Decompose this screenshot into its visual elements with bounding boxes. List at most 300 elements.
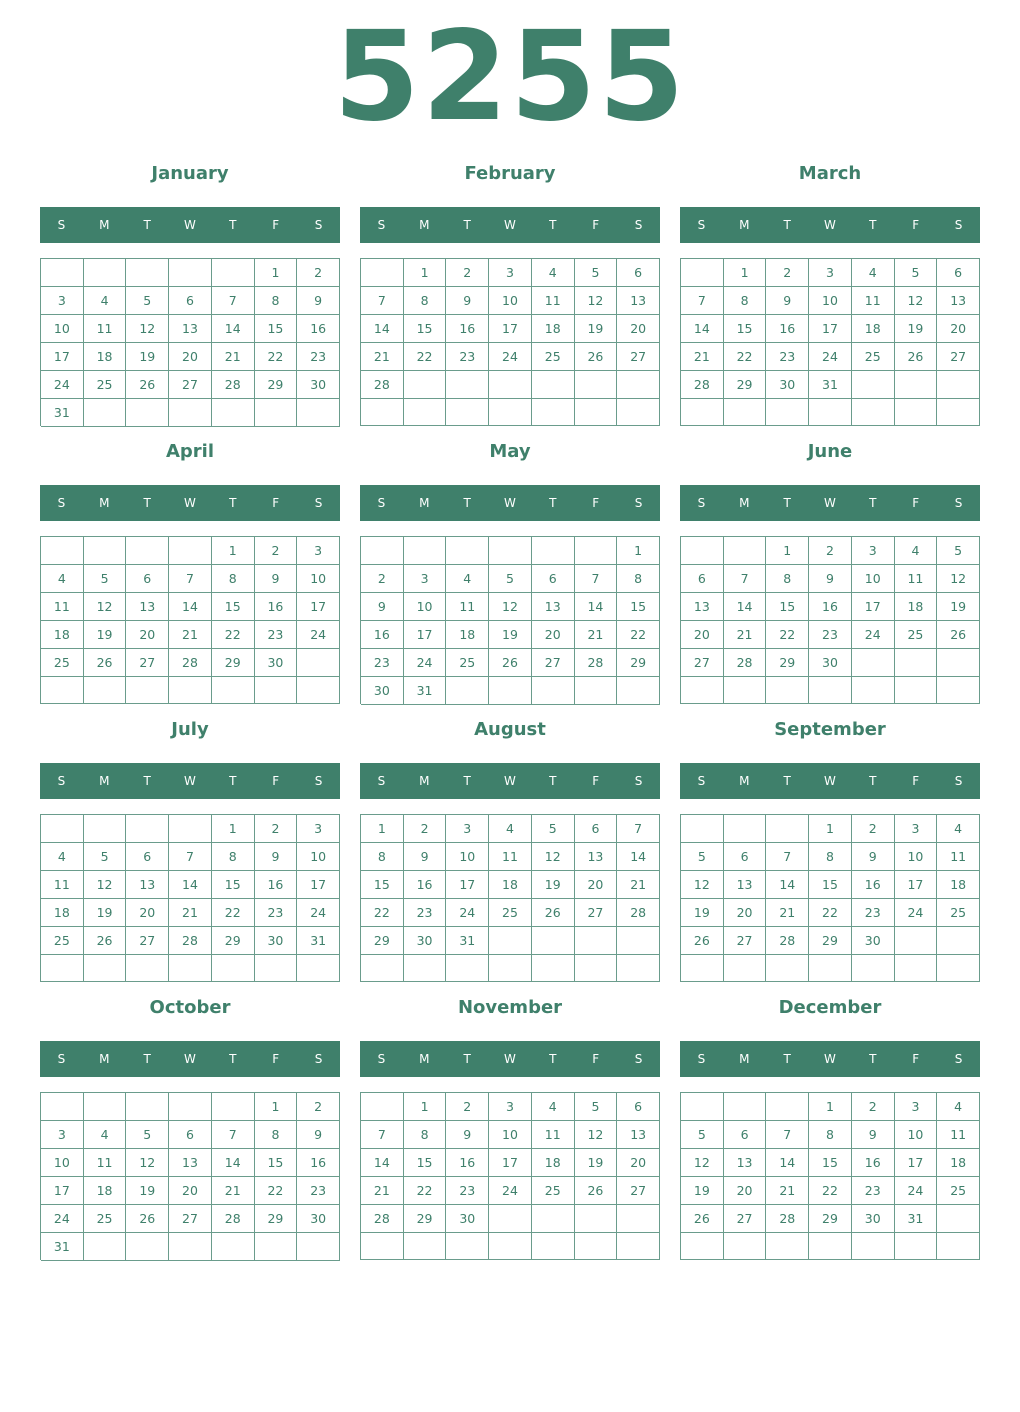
day-cell: 4 (84, 1121, 127, 1149)
empty-cell (255, 399, 298, 427)
day-cell: 10 (41, 315, 84, 343)
weekday-label: W (504, 774, 516, 788)
empty-cell (937, 677, 980, 704)
day-cell: 4 (41, 565, 84, 593)
empty-cell (937, 955, 980, 982)
day-cell: 28 (766, 1205, 809, 1233)
day-cell: 28 (681, 371, 724, 399)
weekday-label: S (634, 218, 643, 232)
day-cell: 2 (404, 815, 447, 843)
empty-cell (809, 399, 852, 426)
day-cell: 1 (724, 259, 767, 287)
day-cell: 17 (297, 871, 340, 899)
day-cell: 2 (255, 815, 298, 843)
day-cell: 24 (41, 371, 84, 399)
day-cell: 20 (724, 899, 767, 927)
empty-cell (937, 1233, 980, 1260)
weekday-label: S (697, 218, 706, 232)
empty-cell (724, 815, 767, 843)
empty-cell (766, 815, 809, 843)
day-cell: 24 (297, 621, 340, 649)
day-cell: 5 (895, 259, 938, 287)
day-cell: 31 (297, 927, 340, 955)
day-cell: 6 (937, 259, 980, 287)
weekday-label: T (549, 1052, 557, 1066)
day-cell: 19 (895, 315, 938, 343)
empty-cell (724, 1233, 767, 1260)
day-cell: 24 (489, 343, 532, 371)
day-cell: 4 (446, 565, 489, 593)
day-cell: 6 (575, 815, 618, 843)
empty-cell (937, 399, 980, 426)
day-cell: 28 (575, 649, 618, 677)
empty-cell (446, 399, 489, 426)
day-cell: 16 (446, 1149, 489, 1177)
day-cell: 17 (297, 593, 340, 621)
day-cell: 2 (297, 259, 340, 287)
empty-cell (446, 677, 489, 705)
day-cell: 8 (404, 287, 447, 315)
day-cell: 25 (41, 649, 84, 677)
empty-cell (84, 677, 127, 704)
empty-cell (724, 537, 767, 565)
day-cell: 28 (766, 927, 809, 955)
day-cell: 14 (169, 593, 212, 621)
empty-cell (169, 1093, 212, 1121)
day-cell: 14 (681, 315, 724, 343)
empty-cell (852, 677, 895, 704)
day-cell: 27 (681, 649, 724, 677)
day-cell: 3 (809, 259, 852, 287)
empty-cell (766, 399, 809, 426)
empty-cell (41, 815, 84, 843)
empty-cell (852, 371, 895, 399)
weekday-header (680, 763, 980, 799)
day-cell: 18 (937, 1149, 980, 1177)
day-cell: 15 (404, 1149, 447, 1177)
empty-cell (126, 537, 169, 565)
month-march (680, 152, 980, 418)
empty-cell (169, 677, 212, 704)
day-cell: 11 (41, 871, 84, 899)
month-may (360, 430, 660, 696)
month-title: July (171, 719, 209, 740)
day-cell: 27 (617, 1177, 660, 1205)
day-cell: 12 (532, 843, 575, 871)
empty-cell (895, 371, 938, 399)
month-title: December (778, 997, 882, 1018)
day-cell: 12 (575, 1121, 618, 1149)
day-cell: 10 (41, 1149, 84, 1177)
day-cell: 14 (212, 315, 255, 343)
empty-cell (489, 1205, 532, 1233)
weekday-label: T (229, 1052, 237, 1066)
day-cell: 14 (575, 593, 618, 621)
weekday-header (360, 485, 660, 521)
empty-cell (255, 955, 298, 982)
empty-cell (126, 1233, 169, 1261)
day-cell: 22 (724, 343, 767, 371)
weekday-label: W (184, 218, 196, 232)
weekday-label: S (314, 496, 323, 510)
day-cell: 13 (575, 843, 618, 871)
month-july (40, 708, 340, 974)
day-cell: 28 (169, 649, 212, 677)
weekday-label: S (57, 496, 66, 510)
empty-cell (532, 399, 575, 426)
day-cell: 10 (489, 287, 532, 315)
day-cell: 18 (852, 315, 895, 343)
day-cell: 23 (255, 621, 298, 649)
weekday-label: T (549, 496, 557, 510)
day-cell: 7 (617, 815, 660, 843)
day-cell: 15 (212, 593, 255, 621)
weekday-label: F (272, 496, 280, 510)
empty-cell (41, 1093, 84, 1121)
empty-cell (895, 677, 938, 704)
empty-cell (169, 815, 212, 843)
empty-cell (446, 371, 489, 399)
day-cell: 15 (809, 871, 852, 899)
day-cell: 14 (169, 871, 212, 899)
day-cell: 6 (126, 565, 169, 593)
weekday-label: M (739, 496, 750, 510)
weekday-label: F (592, 496, 600, 510)
day-cell: 9 (404, 843, 447, 871)
day-cell: 23 (766, 343, 809, 371)
empty-cell (532, 955, 575, 982)
day-cell: 20 (681, 621, 724, 649)
day-cell: 19 (84, 621, 127, 649)
weekday-label: S (314, 1052, 323, 1066)
day-cell: 25 (41, 927, 84, 955)
weekday-label: S (314, 218, 323, 232)
day-cell: 3 (446, 815, 489, 843)
weekday-label: M (739, 1052, 750, 1066)
empty-cell (681, 677, 724, 704)
day-cell: 9 (852, 843, 895, 871)
day-cell: 19 (937, 593, 980, 621)
weekday-label: T (143, 1052, 151, 1066)
day-cell: 18 (41, 621, 84, 649)
day-cell: 11 (937, 843, 980, 871)
day-cell: 17 (41, 343, 84, 371)
day-cell: 21 (575, 621, 618, 649)
day-cell: 4 (41, 843, 84, 871)
weekday-label: S (57, 774, 66, 788)
day-cell: 12 (681, 871, 724, 899)
day-cell: 8 (212, 843, 255, 871)
day-cell: 23 (809, 621, 852, 649)
day-cell: 12 (895, 287, 938, 315)
empty-cell (212, 1093, 255, 1121)
empty-cell (169, 399, 212, 427)
empty-cell (404, 399, 447, 426)
day-grid (680, 258, 980, 426)
day-cell: 27 (724, 927, 767, 955)
day-cell: 24 (489, 1177, 532, 1205)
day-cell: 22 (255, 1177, 298, 1205)
day-cell: 25 (446, 649, 489, 677)
weekday-label: S (954, 218, 963, 232)
day-cell: 17 (489, 315, 532, 343)
empty-cell (532, 371, 575, 399)
day-cell: 17 (446, 871, 489, 899)
day-cell: 5 (126, 1121, 169, 1149)
day-cell: 19 (489, 621, 532, 649)
month-title: October (149, 997, 231, 1018)
day-cell: 11 (489, 843, 532, 871)
day-cell: 22 (404, 1177, 447, 1205)
day-cell: 26 (575, 1177, 618, 1205)
day-cell: 10 (852, 565, 895, 593)
day-cell: 6 (126, 843, 169, 871)
day-cell: 29 (212, 649, 255, 677)
day-cell: 8 (809, 843, 852, 871)
day-cell: 31 (41, 1233, 84, 1261)
empty-cell (724, 677, 767, 704)
day-cell: 18 (84, 1177, 127, 1205)
empty-cell (937, 649, 980, 677)
day-cell: 1 (404, 259, 447, 287)
empty-cell (895, 649, 938, 677)
weekday-label: F (272, 774, 280, 788)
day-cell: 1 (255, 1093, 298, 1121)
day-cell: 1 (361, 815, 404, 843)
weekday-label: S (954, 774, 963, 788)
day-cell: 12 (489, 593, 532, 621)
day-cell: 22 (361, 899, 404, 927)
day-cell: 10 (297, 843, 340, 871)
day-cell: 25 (489, 899, 532, 927)
day-cell: 24 (297, 899, 340, 927)
day-cell: 22 (809, 1177, 852, 1205)
empty-cell (489, 927, 532, 955)
empty-cell (575, 537, 618, 565)
day-cell: 22 (212, 899, 255, 927)
day-cell: 7 (681, 287, 724, 315)
day-cell: 12 (126, 1149, 169, 1177)
weekday-label: S (377, 496, 386, 510)
empty-cell (446, 955, 489, 982)
weekday-label: S (57, 218, 66, 232)
day-cell: 2 (297, 1093, 340, 1121)
day-cell: 20 (126, 621, 169, 649)
weekday-label: S (314, 774, 323, 788)
day-grid (40, 1092, 340, 1260)
month-november (360, 986, 660, 1252)
day-cell: 3 (489, 1093, 532, 1121)
weekday-label: M (419, 1052, 430, 1066)
day-cell: 6 (724, 1121, 767, 1149)
day-cell: 29 (724, 371, 767, 399)
day-cell: 7 (724, 565, 767, 593)
day-cell: 21 (212, 343, 255, 371)
empty-cell (84, 815, 127, 843)
empty-cell (681, 399, 724, 426)
weekday-label: M (739, 774, 750, 788)
empty-cell (255, 1233, 298, 1261)
weekday-label: W (504, 1052, 516, 1066)
day-cell: 9 (255, 843, 298, 871)
day-cell: 27 (937, 343, 980, 371)
empty-cell (766, 677, 809, 704)
day-cell: 30 (404, 927, 447, 955)
day-cell: 17 (404, 621, 447, 649)
month-october (40, 986, 340, 1252)
month-title: April (165, 441, 215, 462)
day-cell: 24 (852, 621, 895, 649)
day-cell: 3 (297, 815, 340, 843)
weekday-label: F (912, 774, 920, 788)
empty-cell (84, 1233, 127, 1261)
empty-cell (169, 955, 212, 982)
day-cell: 29 (617, 649, 660, 677)
day-cell: 30 (852, 1205, 895, 1233)
day-cell: 7 (766, 1121, 809, 1149)
empty-cell (169, 259, 212, 287)
day-cell: 16 (852, 1149, 895, 1177)
weekday-label: F (912, 1052, 920, 1066)
day-cell: 8 (361, 843, 404, 871)
day-grid (680, 536, 980, 704)
day-cell: 12 (575, 287, 618, 315)
day-cell: 1 (212, 815, 255, 843)
empty-cell (937, 371, 980, 399)
day-grid (360, 536, 660, 704)
day-cell: 18 (84, 343, 127, 371)
day-cell: 15 (212, 871, 255, 899)
day-cell: 14 (724, 593, 767, 621)
empty-cell (724, 955, 767, 982)
empty-cell (489, 399, 532, 426)
empty-cell (681, 815, 724, 843)
day-cell: 16 (852, 871, 895, 899)
day-cell: 26 (489, 649, 532, 677)
day-cell: 30 (446, 1205, 489, 1233)
day-cell: 31 (446, 927, 489, 955)
weekday-label: S (57, 1052, 66, 1066)
day-cell: 22 (809, 899, 852, 927)
empty-cell (212, 259, 255, 287)
day-cell: 4 (937, 815, 980, 843)
day-cell: 25 (532, 1177, 575, 1205)
day-cell: 2 (852, 815, 895, 843)
day-cell: 3 (41, 287, 84, 315)
empty-cell (766, 955, 809, 982)
day-cell: 8 (809, 1121, 852, 1149)
empty-cell (809, 955, 852, 982)
day-cell: 9 (446, 1121, 489, 1149)
day-cell: 23 (361, 649, 404, 677)
day-cell: 6 (681, 565, 724, 593)
weekday-label: T (463, 1052, 471, 1066)
day-cell: 18 (41, 899, 84, 927)
empty-cell (126, 1093, 169, 1121)
day-cell: 9 (361, 593, 404, 621)
day-cell: 28 (724, 649, 767, 677)
day-cell: 6 (532, 565, 575, 593)
day-cell: 5 (84, 565, 127, 593)
empty-cell (895, 927, 938, 955)
day-cell: 25 (84, 371, 127, 399)
day-cell: 7 (169, 843, 212, 871)
day-cell: 12 (84, 593, 127, 621)
empty-cell (895, 399, 938, 426)
day-cell: 20 (575, 871, 618, 899)
day-cell: 10 (895, 1121, 938, 1149)
day-cell: 4 (852, 259, 895, 287)
day-cell: 24 (809, 343, 852, 371)
day-cell: 5 (937, 537, 980, 565)
day-cell: 14 (361, 1149, 404, 1177)
empty-cell (489, 955, 532, 982)
day-cell: 4 (489, 815, 532, 843)
day-cell: 1 (809, 815, 852, 843)
day-cell: 29 (766, 649, 809, 677)
day-cell: 16 (809, 593, 852, 621)
empty-cell (361, 259, 404, 287)
empty-cell (361, 537, 404, 565)
day-cell: 18 (895, 593, 938, 621)
weekday-label: W (184, 774, 196, 788)
day-cell: 27 (169, 1205, 212, 1233)
day-cell: 3 (895, 815, 938, 843)
day-cell: 13 (532, 593, 575, 621)
day-cell: 18 (489, 871, 532, 899)
day-cell: 13 (617, 287, 660, 315)
day-cell: 17 (489, 1149, 532, 1177)
day-cell: 1 (404, 1093, 447, 1121)
day-cell: 3 (489, 259, 532, 287)
day-cell: 10 (809, 287, 852, 315)
day-cell: 9 (852, 1121, 895, 1149)
day-cell: 5 (126, 287, 169, 315)
weekday-header (40, 1041, 340, 1077)
empty-cell (446, 537, 489, 565)
empty-cell (895, 1233, 938, 1260)
weekday-label: S (697, 1052, 706, 1066)
day-cell: 13 (681, 593, 724, 621)
day-cell: 27 (126, 927, 169, 955)
day-grid (40, 814, 340, 982)
weekday-label: F (592, 774, 600, 788)
day-cell: 7 (575, 565, 618, 593)
day-cell: 14 (766, 871, 809, 899)
day-cell: 20 (532, 621, 575, 649)
day-cell: 2 (446, 1093, 489, 1121)
empty-cell (489, 537, 532, 565)
day-cell: 1 (255, 259, 298, 287)
empty-cell (617, 1205, 660, 1233)
weekday-label: T (229, 774, 237, 788)
day-cell: 16 (255, 871, 298, 899)
day-cell: 30 (361, 677, 404, 705)
weekday-label: S (697, 774, 706, 788)
empty-cell (297, 677, 340, 704)
empty-cell (41, 259, 84, 287)
day-cell: 21 (169, 621, 212, 649)
day-cell: 30 (255, 649, 298, 677)
day-cell: 14 (212, 1149, 255, 1177)
day-cell: 21 (361, 1177, 404, 1205)
day-cell: 16 (766, 315, 809, 343)
empty-cell (724, 399, 767, 426)
day-cell: 20 (617, 315, 660, 343)
day-cell: 29 (361, 927, 404, 955)
empty-cell (212, 399, 255, 427)
day-cell: 19 (84, 899, 127, 927)
